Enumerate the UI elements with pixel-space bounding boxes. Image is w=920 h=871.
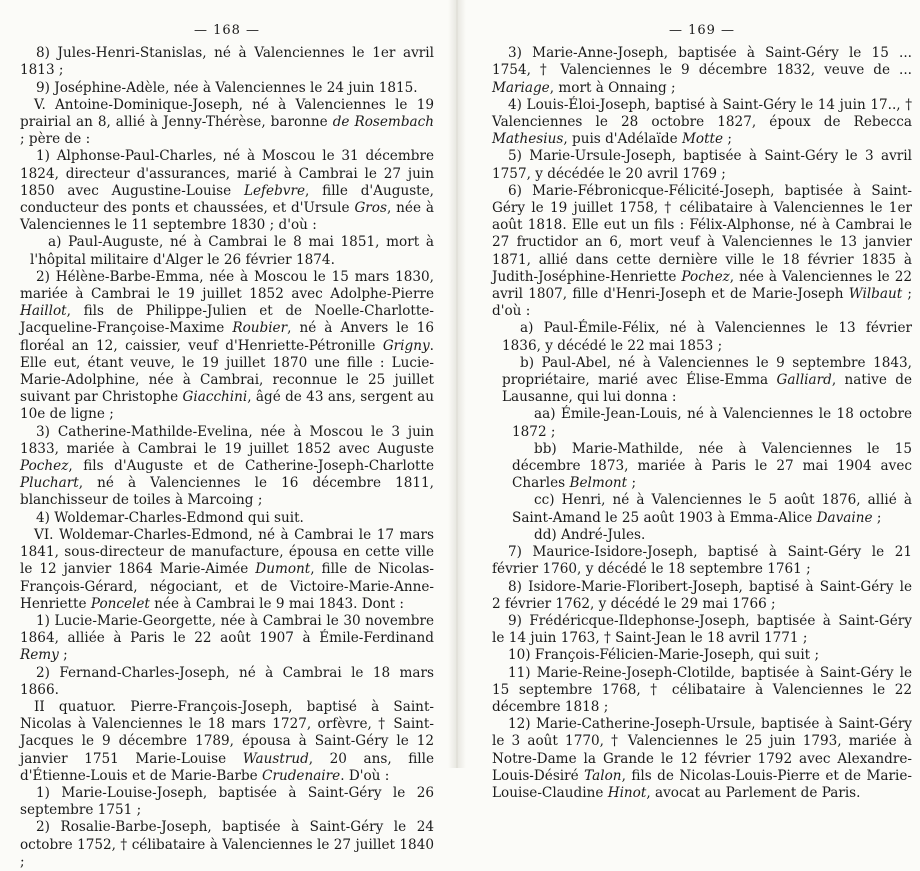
entry-text: , 20 ans, fille d'Étienne-Louis et de Marie-Barbe xyxy=(20,750,435,784)
entry-text: 2) Rosalie-Barbe-Joseph, baptisée à Saint-Géry le 24 octobre 1752, † célibataire à Valenciennes le 27 juillet 1840 ; xyxy=(20,819,434,870)
right-page xyxy=(470,0,920,801)
surname-text: Pochez xyxy=(681,268,730,285)
entry-text: , avocat au Parlement de Paris. xyxy=(646,784,861,801)
entry-text: ; xyxy=(872,509,882,526)
entry-text: VI. Woldemar-Charles-Edmond, né à Cambrai le 17 mars 1841, sous-directeur de manufacture, épousa en cette ville le 12 janvier 1864 Marie-Aimée xyxy=(20,526,434,578)
entry-paragraph xyxy=(20,665,434,699)
entry-text: dd) André-Jules. xyxy=(534,526,646,543)
entry-paragraph xyxy=(492,544,912,578)
entry-text: bb) Marie-Mathilde, née à Valenciennes le 15 décembre 1873, mariée à Paris le 27 mai 1904 avec Charles xyxy=(512,440,912,492)
page-number-left: — 168 — xyxy=(193,23,261,38)
entry-paragraph xyxy=(492,183,912,321)
entry-text: ; xyxy=(723,131,732,148)
entry-text: ; xyxy=(58,647,68,664)
entry-paragraph xyxy=(20,269,434,424)
entry-paragraph xyxy=(20,45,434,79)
entry-text: 12) Marie-Catherine-Joseph-Ursule, baptisée à Saint-Géry le 3 août 1770, † Valenciennes le 25 juin 1793, mariée à Notre-Dame la Grande le 12 février 1792 avec Alexandre-Louis-Désiré xyxy=(492,716,912,784)
surname-text: Poncelet xyxy=(90,595,150,612)
surname-text: Wilbaut xyxy=(848,286,903,303)
surname-text: Pochez xyxy=(20,458,69,475)
entry-paragraph xyxy=(492,647,912,664)
entry-paragraph xyxy=(20,699,434,785)
entry-text: 1) Marie-Louise-Joseph, baptisée à Saint-Géry le 26 septembre 1751 ; xyxy=(20,784,434,819)
entry-paragraph xyxy=(20,234,434,268)
entry-text: , fils d'Auguste et de Catherine-Joseph-Charlotte xyxy=(68,458,434,475)
entry-paragraph xyxy=(492,148,912,182)
entry-paragraph xyxy=(20,424,434,510)
surname-text: Crudenaire xyxy=(262,767,341,784)
entry-text: 9) Frédéricque-Ildephonse-Joseph, baptisée à Saint-Géry le 14 juin 1763, † Saint-Jean le 18 avril 1771 ; xyxy=(492,612,912,647)
entry-text: ; d'où : xyxy=(492,286,913,320)
page-number-right: — 169 — xyxy=(668,23,736,38)
entry-paragraph xyxy=(20,80,434,97)
entry-text: 2) Hélène-Barbe-Emma, née à Moscou le 15 mars 1830, mariée à Cambrai le 19 juillet 1852 avec Adolphe-Pierre xyxy=(20,268,434,303)
entry-text: a) Paul-Auguste, né à Cambrai le 8 mai 1851, mort à l'hôpital militaire d'Alger le 26 février 1874. xyxy=(30,234,434,268)
entry-text: 9) Joséphine-Adèle, née à Valenciennes le 24 juin 1815. xyxy=(36,79,418,96)
entry-text: 7) Maurice-Isidore-Joseph, baptisé à Saint-Géry le 21 février 1760, y décédé le 18 septembre 1761 ; xyxy=(492,544,912,578)
entry-text: 8) Jules-Henri-Stanislas, né à Valenciennes le 1er avril 1813 ; xyxy=(20,45,434,79)
entry-text: , né à Anvers le 16 floréal an 12, caissier, veuf d'Henriette-Pétronille xyxy=(20,320,434,354)
entry-paragraph xyxy=(492,613,912,647)
entry-paragraph xyxy=(492,355,912,407)
book-gutter xyxy=(448,0,466,768)
entry-text: 3) Catherine-Mathilde-Evelina, née à Moscou le 3 juin 1833, mariée à Cambrai le 19 juillet 1852 avec Auguste xyxy=(20,423,434,457)
entry-text: , née à Valenciennes le 11 septembre 1830 ; d'où : xyxy=(20,200,434,234)
entry-paragraph xyxy=(20,613,434,665)
entry-text: a) Paul-Émile-Félix, né à Valenciennes le 13 février 1836, y décédé le 22 mai 1853 ; xyxy=(502,320,912,354)
surname-text: Remy xyxy=(20,647,59,664)
entry-paragraph xyxy=(492,320,912,354)
entry-text: , âgé de 43 ans, sergent au 10e de ligne ; xyxy=(20,389,434,423)
entry-paragraph xyxy=(20,97,434,149)
surname-text: Grigny xyxy=(382,337,430,354)
entry-text: , native de Lausanne, qui lui donna : xyxy=(502,372,912,406)
surname-text: Lefebvre xyxy=(243,182,306,199)
surname-text: Dumont xyxy=(255,561,311,578)
surname-text: Mariage xyxy=(492,79,550,96)
right-page-body xyxy=(492,45,912,802)
entry-text: , fille d'Auguste, conducteur des ponts et chaussées, et d'Ursule xyxy=(20,182,435,217)
entry-text: 6) Marie-Fébronicque-Félicité-Joseph, baptisée à Saint-Géry le 19 juillet 1758, † célibataire à Valenciennes le 1er août 1818. Elle eut un fils : Félix-Alphonse, né à Cambrai le 27 fructidor an 6, mort veuf à Valenciennes le 13 janvier 1871, allié dans cette dernière ville le 18 février 1835 à Judith-Joséphine-Henriette xyxy=(492,182,912,285)
entry-text: cc) Henri, né à Valenciennes le 5 août 1876, allié à Saint-Amand le 25 août 1903 à Emma-Alice xyxy=(512,492,912,526)
entry-paragraph xyxy=(492,97,912,149)
entry-text: V. Antoine-Dominique-Joseph, né à Valenciennes le 19 prairial an 8, allié à Jenny-Thérèse, baronne xyxy=(20,96,434,131)
left-page xyxy=(0,0,444,870)
surname-text: Galliard xyxy=(776,372,832,389)
surname-text: Waustrud xyxy=(242,750,309,767)
surname-text: Gros xyxy=(354,200,387,217)
entry-text: . Elle eut, étant veuve, le 19 juillet 1870 une fille : Lucie-Marie-Adolphine, née à Cambrai, reconnue le 25 juillet suivant par Christophe xyxy=(20,337,434,406)
entry-text: 1) Lucie-Marie-Georgette, née à Cambrai le 30 novembre 1864, alliée à Paris le 22 août 1907 à Émile-Ferdinand xyxy=(20,612,434,647)
entry-text: , fille de Nicolas-François-Gérard, négociant, et de Victoire-Marie-Anne-Henriette xyxy=(20,561,435,612)
entry-paragraph xyxy=(20,148,434,234)
surname-text: Talon xyxy=(584,767,622,784)
entry-text: , né à Valenciennes le 16 décembre 1811, blanchisseur de toiles à Marcoing ; xyxy=(20,475,434,509)
entry-paragraph xyxy=(492,406,912,440)
entry-text: , fils de Philippe-Julien et de Noelle-Charlotte-Jacqueline-Françoise-Maxime xyxy=(20,303,434,337)
surname-text: Haillot xyxy=(20,303,67,320)
entry-text: , née à Valenciennes le 22 avril 1807, fille d'Henri-Joseph et de Marie-Joseph xyxy=(492,268,912,303)
surname-text: Motte xyxy=(681,131,724,148)
entry-text: . D'où : xyxy=(340,767,390,784)
entry-text: 4) Woldemar-Charles-Edmond qui suit. xyxy=(36,509,304,526)
entry-paragraph xyxy=(492,527,912,544)
surname-text: Pluchart xyxy=(20,475,79,492)
entry-text: 2) Fernand-Charles-Joseph, né à Cambrai le 18 mars 1866. xyxy=(20,664,434,698)
surname-text: Giacchini xyxy=(182,389,248,406)
entry-paragraph xyxy=(20,819,434,871)
surname-text: Belmont xyxy=(569,475,628,492)
surname-text: Mathesius xyxy=(492,131,564,148)
entry-text: , mort à Onnaing ; xyxy=(549,79,676,96)
entry-text: , puis d'Adélaïde xyxy=(563,131,682,148)
entry-paragraph xyxy=(492,492,912,526)
entry-paragraph xyxy=(492,45,912,97)
surname-text: Hinot xyxy=(607,784,647,801)
entry-text: 10) François-Félicien-Marie-Joseph, qui suit ; xyxy=(508,647,820,664)
entry-text: b) Paul-Abel, né à Valenciennes le 9 septembre 1843, propriétaire, marié avec Élise-Emma xyxy=(502,354,912,389)
entry-paragraph xyxy=(20,785,434,819)
entry-paragraph xyxy=(20,510,434,527)
entry-text: 11) Marie-Reine-Joseph-Clotilde, baptisée à Saint-Géry le 15 septembre 1768, † célibataire à Valenciennes le 22 décembre 1818 ; xyxy=(492,664,912,715)
entry-text: ; père de : xyxy=(20,131,91,148)
entry-paragraph xyxy=(492,579,912,613)
entry-paragraph xyxy=(492,716,912,802)
left-page-body xyxy=(20,45,434,871)
surname-text: de Rosembach xyxy=(332,114,434,131)
entry-text: 4) Louis-Éloi-Joseph, baptisé à Saint-Géry le 14 juin 17.., † Valenciennes le 28 octobre 1827, époux de Rebecca xyxy=(492,96,912,131)
entry-text: ; xyxy=(627,475,637,492)
surname-text: Roubier xyxy=(232,320,288,337)
entry-text: 1) Alphonse-Paul-Charles, né à Moscou le 31 décembre 1824, directeur d'assurances, marié à Cambrai le 27 juin 1850 avec Augustine-Louise xyxy=(20,148,434,199)
surname-text: Davaine xyxy=(816,509,873,526)
entry-paragraph xyxy=(492,441,912,493)
entry-text: 5) Marie-Ursule-Joseph, baptisée à Saint-Géry le 3 avril 1757, y décédée le 20 avril 1769 ; xyxy=(492,148,912,182)
entry-text: née à Cambrai le 9 mai 1843. Dont : xyxy=(149,595,404,612)
entry-paragraph xyxy=(492,665,912,717)
entry-text: 8) Isidore-Marie-Floribert-Joseph, baptisé à Saint-Géry le 2 février 1762, y décédé le 29 mai 1766 ; xyxy=(492,578,912,612)
entry-text: II quatuor. Pierre-François-Joseph, baptisé à Saint-Nicolas à Valenciennes le 18 mars 1727, orfèvre, † Saint-Jacques le 9 décembre 1789, épousa à Saint-Géry le 12 janvier 1751 Marie-Louise xyxy=(20,698,434,767)
entry-text: aa) Émile-Jean-Louis, né à Valenciennes le 18 octobre 1872 ; xyxy=(512,406,912,440)
entry-paragraph xyxy=(20,527,434,613)
entry-text: , fils de Nicolas-Louis-Pierre et de Marie-Louise-Claudine xyxy=(492,767,913,801)
entry-text: 3) Marie-Anne-Joseph, baptisée à Saint-Géry le 15 ... 1754, † Valenciennes le 9 décembre 1832, veuve de ... xyxy=(492,45,912,79)
